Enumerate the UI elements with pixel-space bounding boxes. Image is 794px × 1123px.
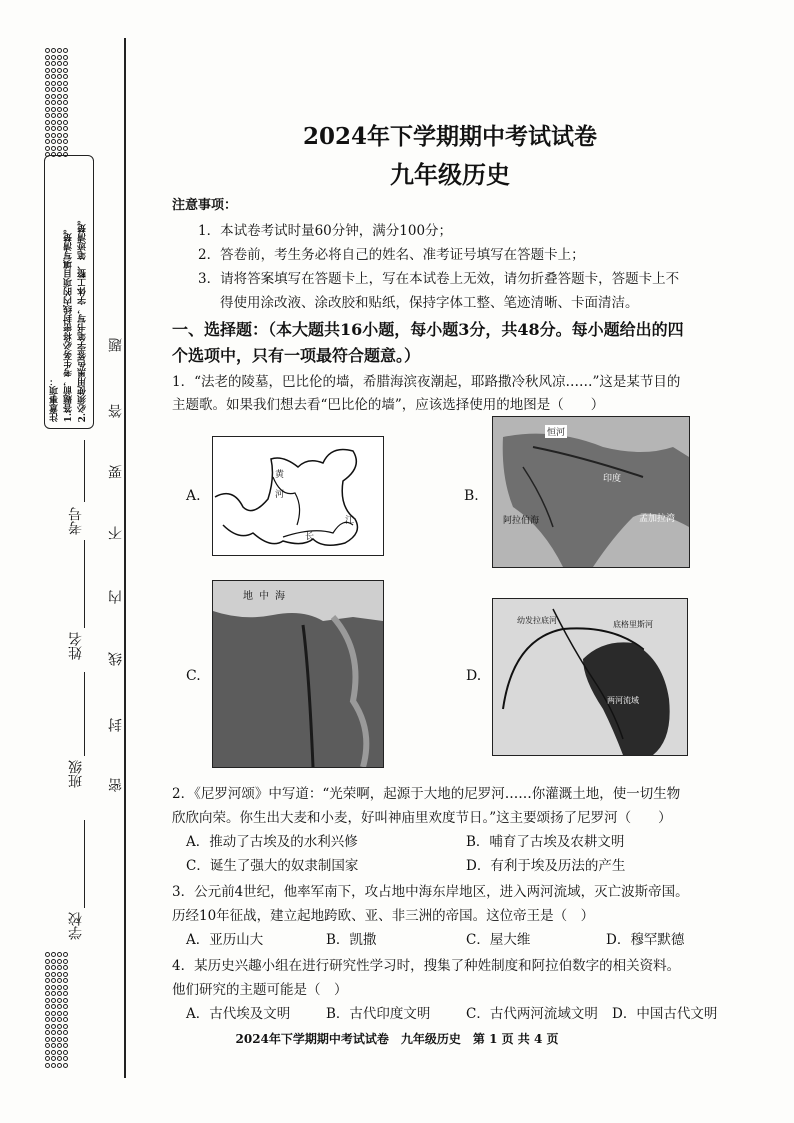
q4-option-d: D．中国古代文明: [612, 1006, 718, 1022]
q4-line2: 他们研究的主题可能是（ ）: [172, 982, 348, 998]
map-c-text-1: 地中海: [243, 591, 291, 602]
q1-label-b: B.: [464, 488, 479, 504]
q2-option-b: B．哺育了古埃及农耕文明: [466, 834, 625, 850]
map-b-text-2: 印度: [603, 474, 622, 484]
field-name-line: [84, 540, 85, 628]
binding-hole-row: [44, 1053, 74, 1060]
page-footer: 2024年下学期期中考试试卷 九年级历史 第 1 页 共 4 页: [235, 1032, 559, 1046]
seal-char-5: 不: [108, 526, 124, 540]
map-b-text-1: 恒河: [545, 425, 567, 438]
note-3: 3．请将答案填写在答题卡上，写在本试卷上无效，请勿折叠答题卡，答题卡上不: [198, 271, 680, 287]
q1-label-c: C.: [186, 668, 201, 684]
field-school-label: 学校: [68, 912, 84, 940]
q4-line1: 4．某历史兴趣小组在进行研究性学习时，搜集了种姓制度和阿拉伯数字的相关资料。: [172, 958, 681, 974]
map-a-text-3: 长: [305, 532, 315, 542]
map-a-text-1: 黄: [275, 470, 285, 480]
map-a-text-4: 江: [345, 516, 355, 526]
seal-char-7: 答: [108, 404, 124, 418]
notes-heading: 注意事项：: [172, 198, 238, 213]
binding-hole: [63, 1063, 68, 1068]
q1-label-a: A.: [186, 488, 201, 504]
q2-line1: 2．《尼罗河颂》中写道：“光荣啊，起源于大地的尼罗河……你灌溉土地，使一切生物: [172, 786, 681, 802]
seal-char-2: 封: [108, 718, 124, 732]
field-examno-label: 考号: [68, 507, 84, 535]
q3-option-c: C．屋大维: [466, 932, 531, 948]
map-d-text-3: 两河流域: [607, 696, 639, 705]
binding-notice-line1: 1.答题前，考生务必将密封线内的项目填写清楚。: [64, 223, 74, 422]
q2-option-a: A．推动了古埃及的水利兴修: [186, 834, 358, 850]
map-egypt-shape: [213, 581, 383, 767]
map-china: [212, 436, 384, 556]
map-b-text-3: 阿拉伯海: [503, 516, 540, 526]
exam-title: 2024年下学期期中考试试卷: [302, 123, 597, 150]
q3-line2: 历经10年征战，建立起地跨欧、亚、非三洲的帝国。这位帝王是（ ）: [172, 908, 595, 924]
q3-line1: 3．公元前4世纪，他率军南下，攻占地中海东岸地区，进入两河流域，灭亡波斯帝国。: [172, 884, 689, 900]
q4-option-b: B．古代印度文明: [326, 1006, 431, 1022]
q3-option-a: A．亚历山大: [186, 932, 264, 948]
q2-line2: 欣欣向荣。你生出大麦和小麦，好叫神庙里欢度节日。”这主要颂扬了尼罗河（ ）: [172, 810, 672, 826]
q2-option-c: C．诞生了强大的奴隶制国家: [186, 858, 359, 874]
binding-notice-line2: 2.必须使用黑色签字笔书写，字体工整、笔迹清楚。: [78, 214, 88, 422]
map-mesopotamia: [492, 598, 688, 756]
field-class-label: 班级: [68, 760, 84, 788]
map-china-outline: [213, 437, 383, 555]
q1-line2: 主题歌。如果我们想去看“巴比伦的墙”，应该选择使用的地图是（ ）: [172, 397, 605, 413]
q1-line1: 1．“法老的陵墓，巴比伦的墙，希腊海滨夜潮起，耶路撒冷秋风凉……”这是某节目的: [172, 374, 681, 390]
q1-label-d: D.: [466, 668, 482, 684]
map-a-text-2: 河: [275, 490, 285, 500]
binding-holes-top: [44, 38, 74, 149]
seal-char-8: 题: [108, 338, 124, 352]
map-india-shape: [493, 417, 689, 567]
map-d-text-1: 幼发拉底河: [517, 616, 557, 625]
map-egypt: [212, 580, 384, 768]
q4-option-c: C．古代两河流域文明: [466, 1006, 598, 1022]
map-india: [492, 416, 690, 568]
q3-option-d: D．穆罕默德: [606, 932, 685, 948]
field-class-line: [84, 672, 85, 756]
q3-option-b: B．凯撒: [326, 932, 377, 948]
seal-char-1: 密: [108, 778, 124, 792]
exam-subtitle: 九年级历史: [390, 160, 510, 189]
section-heading-line2: 个选项中，只有一项最符合题意。）: [172, 346, 421, 365]
map-b-text-4: 孟加拉湾: [639, 514, 676, 524]
binding-hole: [51, 1063, 56, 1068]
field-name-label: 姓名: [68, 632, 84, 660]
binding-notice-box: [44, 155, 94, 429]
q4-option-a: A．古代埃及文明: [186, 1006, 291, 1022]
field-school-line: [84, 820, 85, 908]
binding-notice-title: 注意事项：: [50, 377, 60, 422]
note-2: 2．答卷前，考生务必将自己的姓名、准考证号填写在答题卡上；: [198, 247, 585, 263]
note-4: 得使用涂改液、涂改胶和贴纸，保持字体工整、笔迹清晰、卡面清洁。: [220, 295, 639, 311]
seal-char-3: 线: [108, 652, 124, 666]
field-examno-line: [84, 440, 85, 502]
seal-char-6: 要: [108, 465, 124, 479]
map-d-text-2: 底格里斯河: [613, 620, 653, 629]
seal-line: [124, 38, 126, 1078]
seal-char-4: 内: [108, 590, 124, 604]
section-heading-line1: 一、选择题：（本大题共16小题，每小题3分，共48分。每小题给出的四: [172, 320, 684, 339]
binding-hole: [45, 1063, 50, 1068]
note-1: 1．本试卷考试时量60分钟，满分100分；: [198, 223, 453, 239]
q2-option-d: D．有利于埃及历法的产生: [466, 858, 626, 874]
binding-hole-row: [44, 142, 74, 149]
binding-hole: [57, 1063, 62, 1068]
